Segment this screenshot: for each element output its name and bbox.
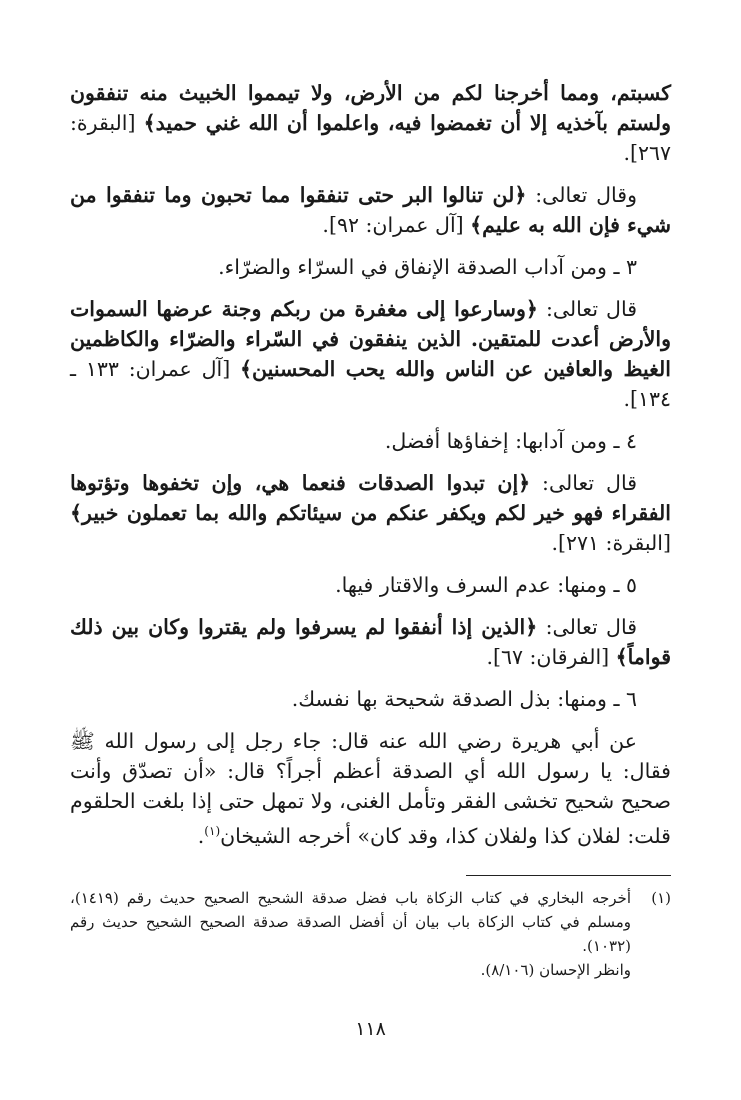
verse-reference: [الفرقان: ٦٧].: [486, 645, 616, 669]
page-number: ١١٨: [355, 1018, 386, 1040]
paragraph-quran-al-imran-92: [70, 180, 671, 240]
quran-verse-text: كسبتم، ومما أخرجنا لكم من الأرض، ولا تيمموا الخبيث منه تنفقون ولستم بآخذيه إلا أن تغمضوا فيه، واعلموا أن الله غني حميد﴾: [70, 81, 671, 135]
intro-text: قال تعالى:: [530, 471, 637, 495]
heading-text: ٤ ـ ومن آدابها: إخفاؤها أفضل.: [384, 429, 637, 453]
heading-text: ٥ ـ ومنها: عدم السرف والاقتار فيها.: [335, 573, 637, 597]
paragraph-quran-furqan-67: [70, 612, 671, 672]
verse-reference: [آل عمران: ١٣٣ ـ ١٣٤].: [70, 357, 671, 411]
quran-verse-text: ﴿لن تنالوا البر حتى تنفقوا مما تحبون وما تنفقوا من شيء فإن الله به عليم﴾: [70, 183, 671, 237]
quran-verse-text: ﴿إن تبدوا الصدقات فنعما هي، وإن تخفوها وتؤتوها الفقراء فهو خير لكم ويكفر عنكم من سيئاتكم والله بما تعملون خبير﴾: [70, 471, 671, 525]
verse-reference: [البقرة: ٢٦٧].: [70, 111, 671, 165]
paragraph-quran-baqara-271: [70, 468, 671, 558]
intro-text: قال تعالى:: [537, 297, 638, 321]
footnote-number: (١): [651, 888, 671, 907]
footnote-reference: (١): [204, 824, 221, 838]
intro-text: قال تعالى:: [537, 615, 637, 639]
paragraph-hadith: [70, 726, 671, 851]
section-heading-5: [70, 570, 671, 600]
section-heading-6: [70, 684, 671, 714]
heading-text: ٣ ـ ومن آداب الصدقة الإنفاق في السرّاء والضرّاء.: [218, 255, 637, 279]
paragraph-quran-al-imran-133: [70, 294, 671, 414]
footnote-body: [70, 886, 631, 982]
quran-verse-text: ﴿الذين إذا أنفقوا لم يسرفوا ولم يقتروا وكان بين ذلك قواماً﴾: [70, 615, 671, 669]
footnote-divider: [466, 875, 671, 876]
hadith-end: .: [197, 823, 205, 848]
quran-verse-text: ﴿وسارعوا إلى مغفرة من ربكم وجنة عرضها السموات والأرض أعدت للمتقين. الذين ينفقون في السّراء والضرّاء والكاظمين الغيظ والعافين عن الناس والله يحب المحسنين﴾: [70, 297, 671, 381]
verse-reference: [البقرة: ٢٧١].: [551, 531, 671, 555]
intro-text: وقال تعالى:: [526, 183, 637, 207]
heading-text: ٦ ـ ومنها: بذل الصدقة شحيحة بها نفسك.: [291, 687, 637, 711]
footnote-line: أخرجه البخاري في كتاب الزكاة باب فضل صدقة الشحيح الصحيح حديث رقم (١٤١٩)، ومسلم في كتاب الزكاة باب بيان أن أفضل الصدقة صدقة الصحيح الشحيح حديث رقم (١٠٣٢).: [70, 888, 631, 955]
section-heading-4: [70, 426, 671, 456]
hadith-text: عن أبي هريرة رضي الله عنه قال: جاء رجل إلى رسول الله ﷺ فقال: يا رسول الله أي الصدقة أعظم أجراً؟ قال: «أن تصدّق وأنت صحيح شحيح تخشى الفقر وتأمل الغنى، ولا تمهل حتى إذا بلغت الحلقوم قلت: لفلان كذا ولفلان كذا، وقد كان» أخرجه الشيخان: [70, 729, 671, 848]
paragraph-quran-baqara-267: [70, 78, 671, 168]
footnote-line: وانظر الإحسان (٨/١٠٦).: [480, 960, 631, 979]
section-heading-3: [70, 252, 671, 282]
footnote: [70, 886, 671, 982]
verse-reference: [آل عمران: ٩٢].: [322, 213, 471, 237]
